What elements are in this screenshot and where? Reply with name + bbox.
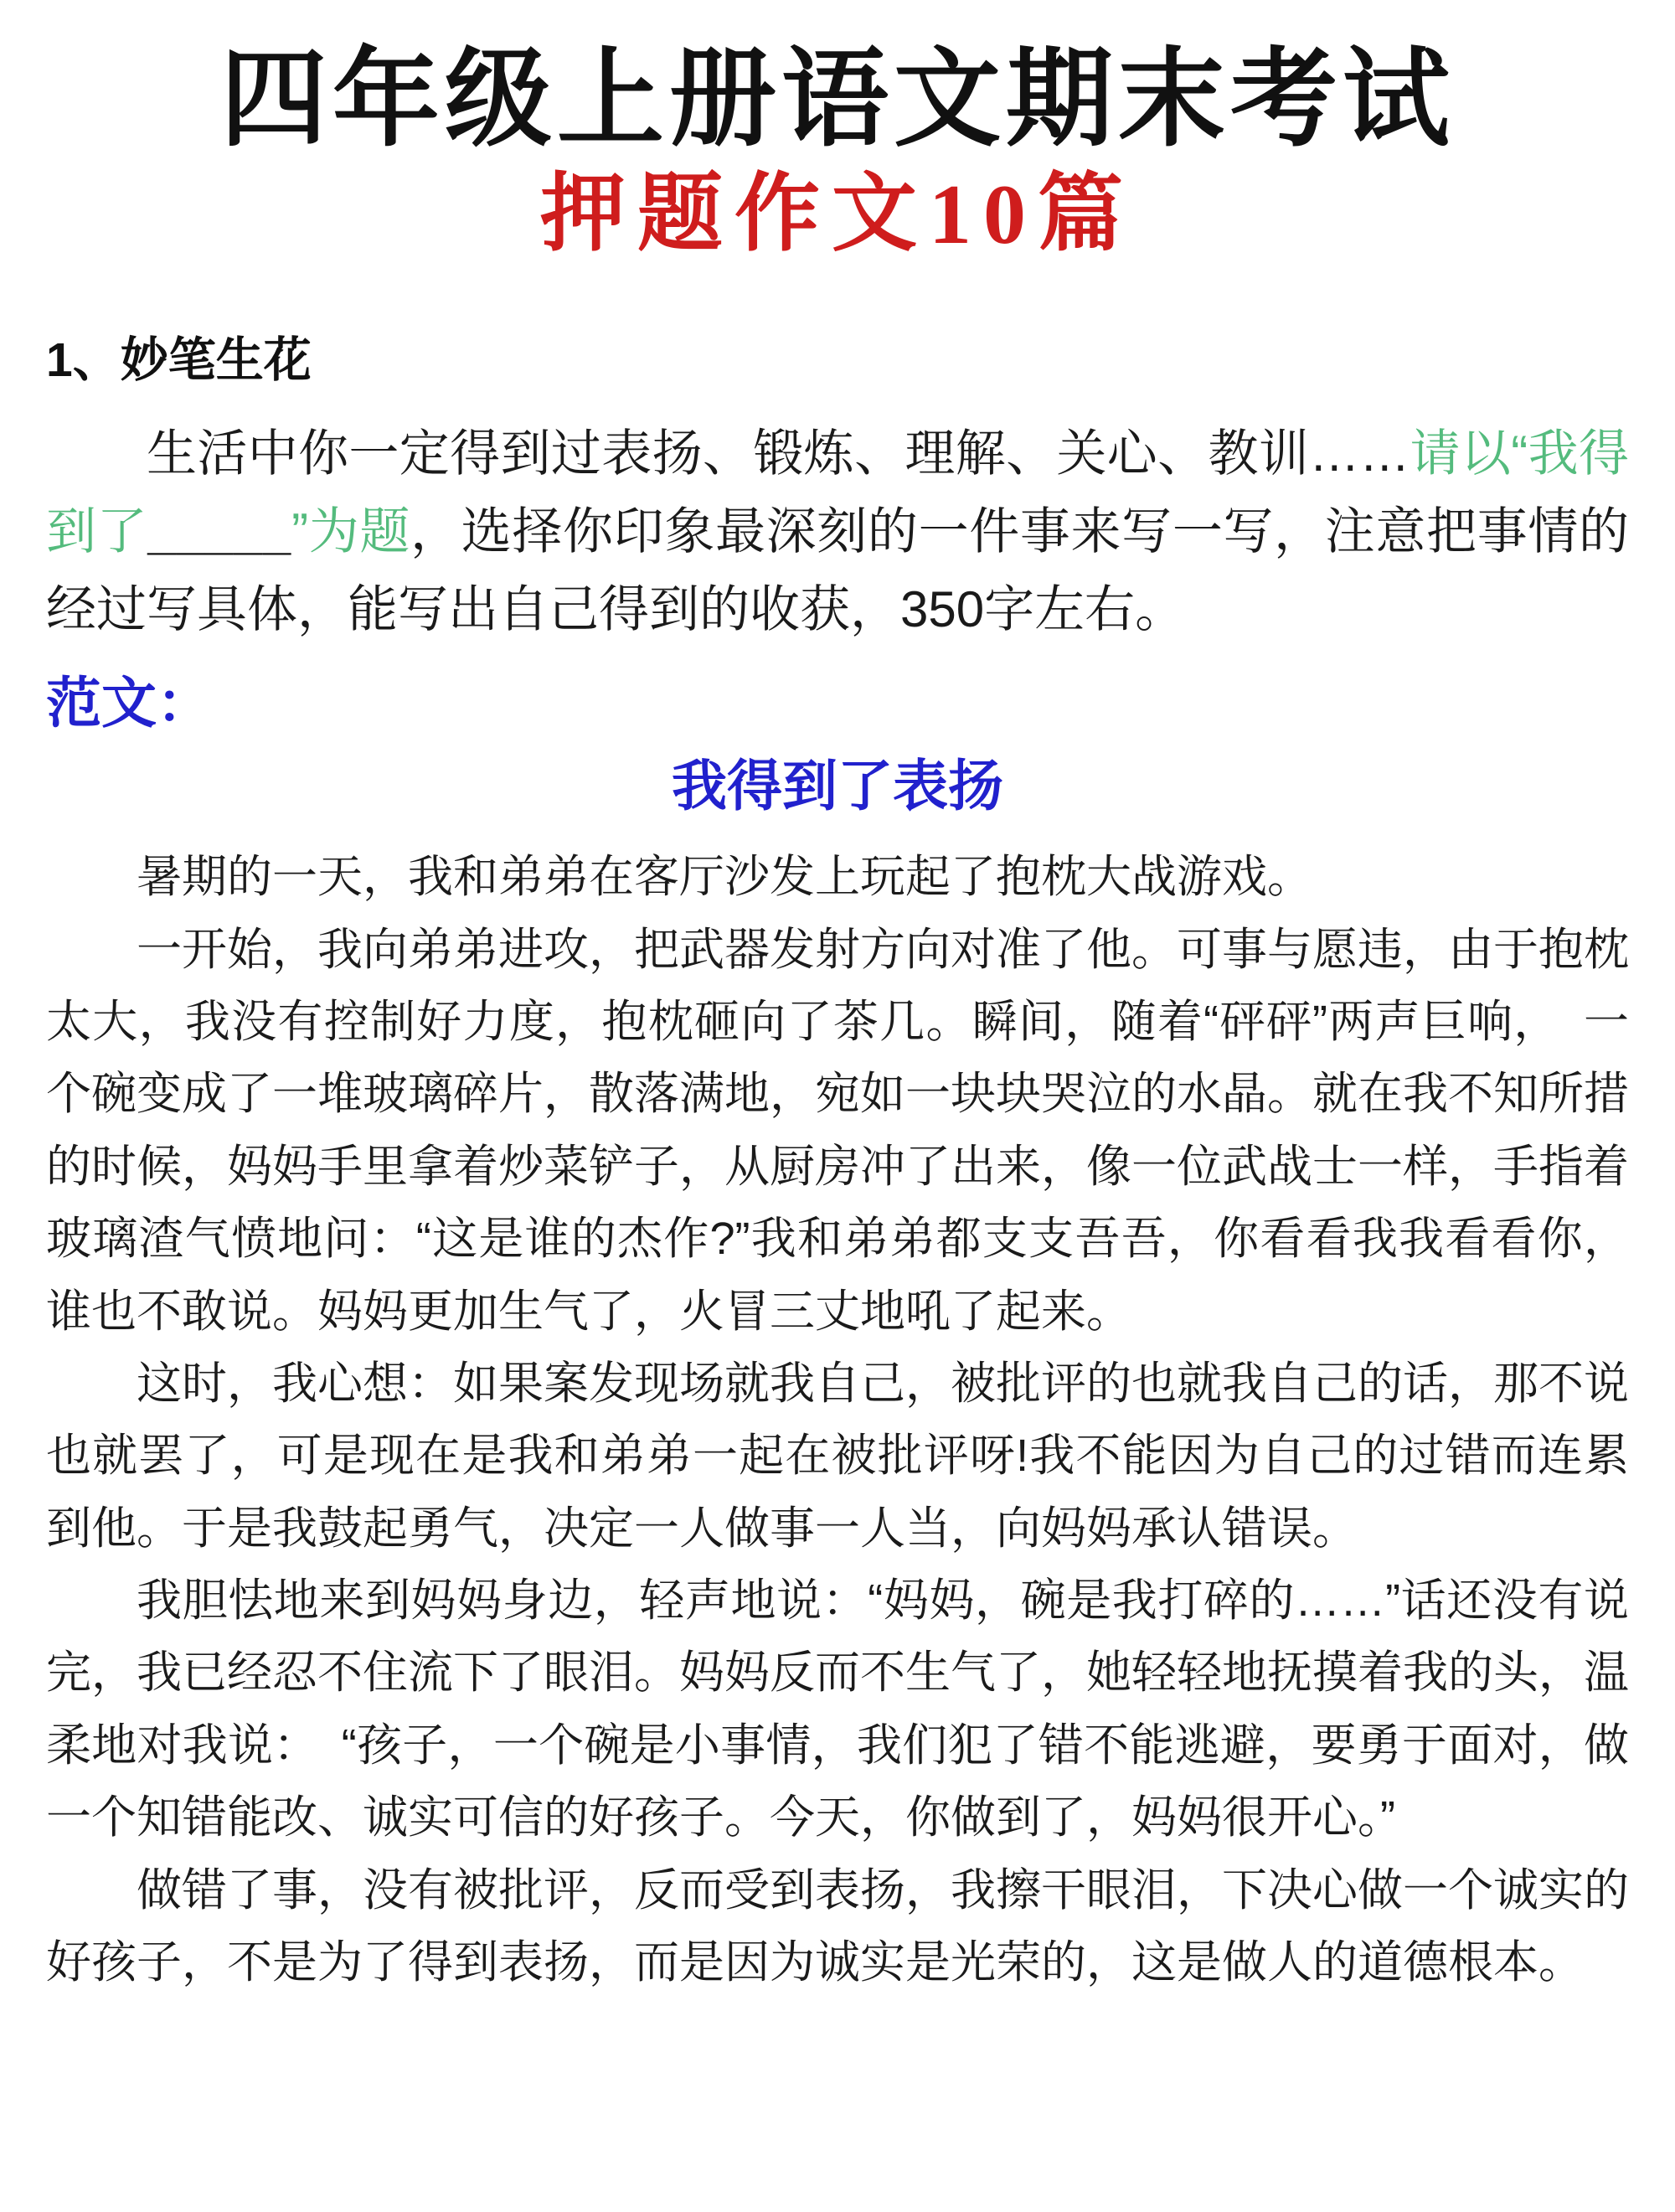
page-subtitle: 押题作文10篇 bbox=[540, 168, 1135, 263]
essay-paragraph-1: 暑期的一天，我和弟弟在客厅沙发上玩起了抱枕大战游戏。 bbox=[137, 852, 1312, 903]
prompt-blank-underline: _____ bbox=[147, 503, 292, 559]
essay-body bbox=[46, 841, 1629, 1998]
essay-paragraph-4: 我胆怯地来到妈妈身边，轻声地说：“妈妈，碗是我打碎的……”话还没有说完，我已经忍不住流下了眼泪。妈妈反而不生气了，她轻轻地抚摸着我的头，温柔地对我说： “孩子，一个碗是小事情，我们犯了错不能逃避，要勇于面对，做一个知错能改、诚实可信的好孩子。今天，你做到了，妈妈很开心。” bbox=[46, 1575, 1629, 1843]
essay-title: 我得到了表扬 bbox=[672, 755, 1003, 817]
essay-paragraph-5: 做错了事，没有被批评，反而受到表扬，我擦干眼泪，下决心做一个诚实的好孩子，不是为了得到表扬，而是因为诚实是光荣的，这是做人的道德根本。 bbox=[46, 1864, 1629, 1988]
prompt-text-green-1: 请以“我得到了 bbox=[46, 425, 1630, 559]
prompt-text-black-1: 生活中你一定得到过表扬、锻炼、理解、关心、教训…… bbox=[147, 425, 1410, 482]
page-title: 四年级上册语文期末考试 bbox=[219, 39, 1455, 159]
section-heading: 1、妙笔生花 bbox=[46, 333, 312, 388]
model-essay-label: 范文： bbox=[46, 671, 212, 734]
prompt-text-green-2: ”为题 bbox=[291, 503, 411, 559]
prompt-text-black-2: ，选择你印象最深刻的一件事来写一写，注意把事情的经过写具体，能写出自己得到的收获，350字左右。 bbox=[46, 503, 1630, 637]
essay-paragraph-2: 一开始，我向弟弟进攻，把武器发射方向对准了他。可事与愿违，由于抱枕太大，我没有控制好力度，抱枕砸向了茶几。瞬间，随着“砰砰”两声巨响， 一个碗变成了一堆玻璃碎片，散落满地，宛如一块块哭泣的水晶。就在我不知所措的时候，妈妈手里拿着炒菜铲子，从厨房冲了出来，像一位武战士一样，手指着玻璃渣气愤地问：“这是谁的杰作?”我和弟弟都支支吾吾，你看看我我看看你，谁也不敢说。妈妈更加生气了，火冒三丈地吼了起来。 bbox=[46, 924, 1629, 1337]
prompt-paragraph bbox=[46, 415, 1629, 648]
essay-paragraph-3: 这时，我心想：如果案发现场就我自己，被批评的也就我自己的话，那不说也就罢了，可是现在是我和弟弟一起在被批评呀!我不能因为自己的过错而连累到他。于是我鼓起勇气，决定一人做事一人当，向妈妈承认错误。 bbox=[46, 1358, 1629, 1554]
